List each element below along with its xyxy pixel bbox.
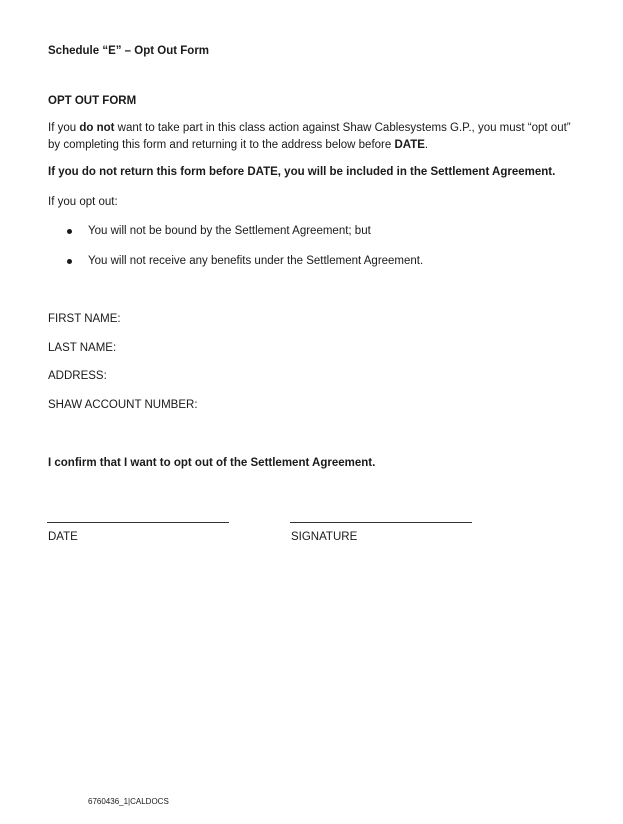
intro-line-1 (48, 121, 571, 135)
date-line[interactable] (47, 522, 229, 523)
bullet-item-2: You will not receive any benefits under the Settlement Agreement. (88, 255, 424, 267)
schedule-heading: Schedule “E” – Opt Out Form (48, 45, 210, 57)
intro-line-2-text: by completing this form and returning it to the address below before (48, 139, 395, 151)
bullet-dot-2 (67, 259, 72, 264)
intro-period: . (424, 139, 429, 151)
warning-text: If you do not return this form before DATE, you will be included in the Settlement Agreement. (48, 166, 556, 178)
document-footer: 6760436_1|CALDOCS (88, 797, 169, 806)
intro-date: DATE (394, 139, 425, 151)
bullet-dot-1 (67, 229, 72, 234)
signature-label: SIGNATURE (291, 531, 358, 543)
if-opt-out-text: If you opt out: (48, 196, 118, 208)
signature-line[interactable] (290, 522, 472, 523)
form-title: OPT OUT FORM (48, 95, 137, 107)
date-label: DATE (48, 531, 78, 543)
intro-line-2 (48, 138, 428, 152)
intro-do-not: do not (79, 122, 115, 134)
address-label: ADDRESS: (48, 370, 107, 382)
confirm-text: I confirm that I want to opt out of the Settlement Agreement. (48, 457, 376, 469)
intro-text-rest: want to take part in this class action against Shaw Cablesystems G.P., you must “opt out” (114, 122, 571, 134)
intro-text-start: If you (48, 122, 80, 134)
first-name-label: FIRST NAME: (48, 313, 121, 325)
account-number-label: SHAW ACCOUNT NUMBER: (48, 399, 198, 411)
bullet-item-1: You will not be bound by the Settlement Agreement; but (88, 225, 371, 237)
last-name-label: LAST NAME: (48, 342, 117, 354)
